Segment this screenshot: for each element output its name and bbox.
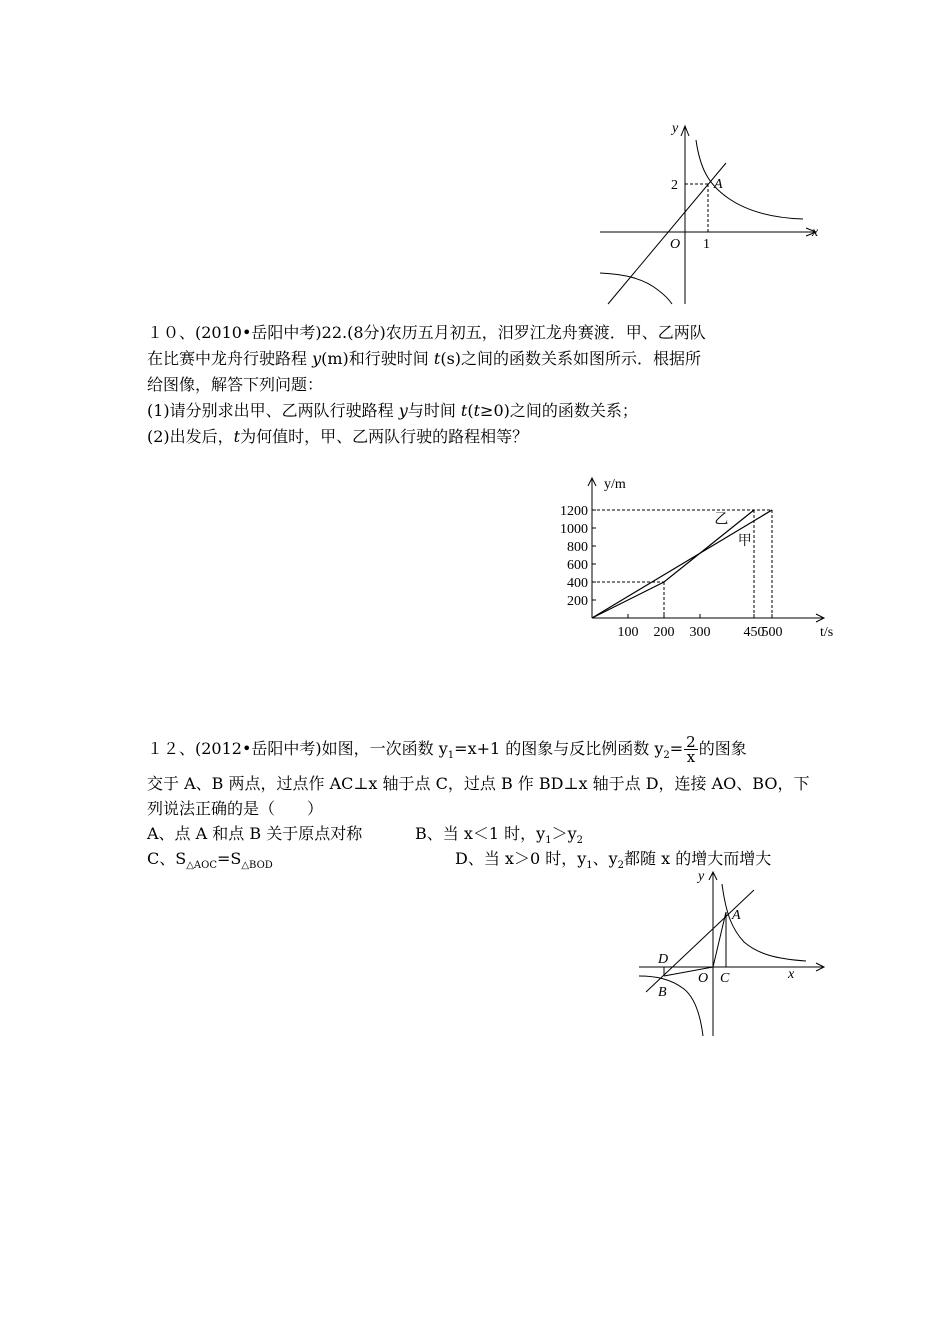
chart-x-tick-label: 500 — [761, 625, 783, 640]
fraction-2-over-x: $\frac{2}{x}$ — [686, 733, 696, 766]
chart-x-tick-label: 100 — [617, 625, 639, 640]
chart-series-label-1: 甲 — [737, 534, 752, 550]
q12-line-1: １２、(2012•岳阳中考)如图，一次函数 $y_1=x+1$ 的图象与反比例函数 $y_2=$ $\frac{2}{x}$ 的图象 — [147, 733, 747, 766]
figure-3-hyperbola-line — [636, 864, 836, 1039]
fig1-y-label: y — [672, 121, 679, 136]
chart-x-tick-label: 200 — [653, 625, 675, 640]
q12-option-c: C、$S_{\triangle AOC}=S_{\triangle BOD}$ — [147, 849, 273, 872]
chart-race-distance-time — [540, 470, 840, 650]
fig1-origin: O — [670, 237, 681, 252]
q10-line-2: 在比赛中龙舟行驶路程 y(m)和行驶时间 t(s)之间的函数关系如图所示．根据所 — [147, 349, 702, 368]
chart-x-tick-label: 450 — [743, 625, 765, 640]
q10-question-2: (2)出发后，t为何值时，甲、乙两队行驶的路程相等？ — [147, 427, 529, 446]
fig1-hyperbola-lower — [600, 273, 672, 304]
chart-series-label-2: 乙 — [714, 512, 729, 528]
q12-option-b: B、当 x＜1 时，$y_1>y_2$ — [415, 824, 583, 847]
q10-line-1: １０、(2010•岳阳中考)22.(8分)农历五月初五，汨罗江龙舟赛渡．甲、乙两队 — [147, 323, 706, 342]
fig3-x-label: x — [788, 967, 795, 982]
q10-question-1: (1)请分别求出甲、乙两队行驶路程 y与时间 t(t≥0)之间的函数关系； — [147, 401, 638, 420]
fig1-tick-x: 1 — [703, 237, 710, 252]
chart-y-tick-label: 400 — [567, 576, 588, 591]
fig1-point-a: A — [714, 177, 723, 192]
chart-y-label: y/m — [604, 477, 626, 492]
fig3-hyperbola-lower — [639, 976, 703, 1036]
figure-1-hyperbola-line — [598, 118, 828, 308]
fig3-y-label: y — [698, 869, 705, 884]
fig3-point-c: C — [720, 971, 730, 986]
chart-y-tick-label: 600 — [567, 558, 588, 573]
fig1-x-label: x — [812, 225, 819, 240]
chart-series-line-2 — [592, 510, 754, 618]
fig3-origin: O — [698, 971, 709, 986]
fig3-point-a: A — [732, 908, 741, 923]
chart-y-tick-label: 1000 — [560, 522, 588, 537]
fig3-segment-ao — [713, 912, 726, 967]
fig3-point-b: B — [658, 985, 667, 1000]
q12-option-a: A、点 A 和点 B 关于原点对称 — [147, 824, 363, 843]
chart-x-tick-label: 300 — [689, 625, 711, 640]
chart-y-tick-label: 1200 — [560, 504, 588, 519]
q12-option-d: D、当 x＞0 时，$y_1$、$y_2$都随 x 的增大而增大 — [455, 849, 772, 872]
q12-line-3: 列说法正确的是（ ） — [147, 799, 324, 818]
q10-line-3: 给图像，解答下列问题： — [147, 375, 324, 394]
fig3-point-d: D — [658, 952, 669, 967]
q12-line-2: 交于 A、B 两点，过点作 AC⊥x 轴于点 C，过点 B 作 BD⊥x 轴于点 D，连接 AO、BO，下 — [147, 774, 810, 793]
chart-series-line-1 — [592, 510, 772, 618]
chart-y-tick-label: 200 — [567, 594, 588, 609]
fig1-tick-y: 2 — [671, 178, 678, 193]
chart-x-label: t/s — [820, 625, 834, 640]
chart-y-tick-label: 800 — [567, 540, 588, 555]
